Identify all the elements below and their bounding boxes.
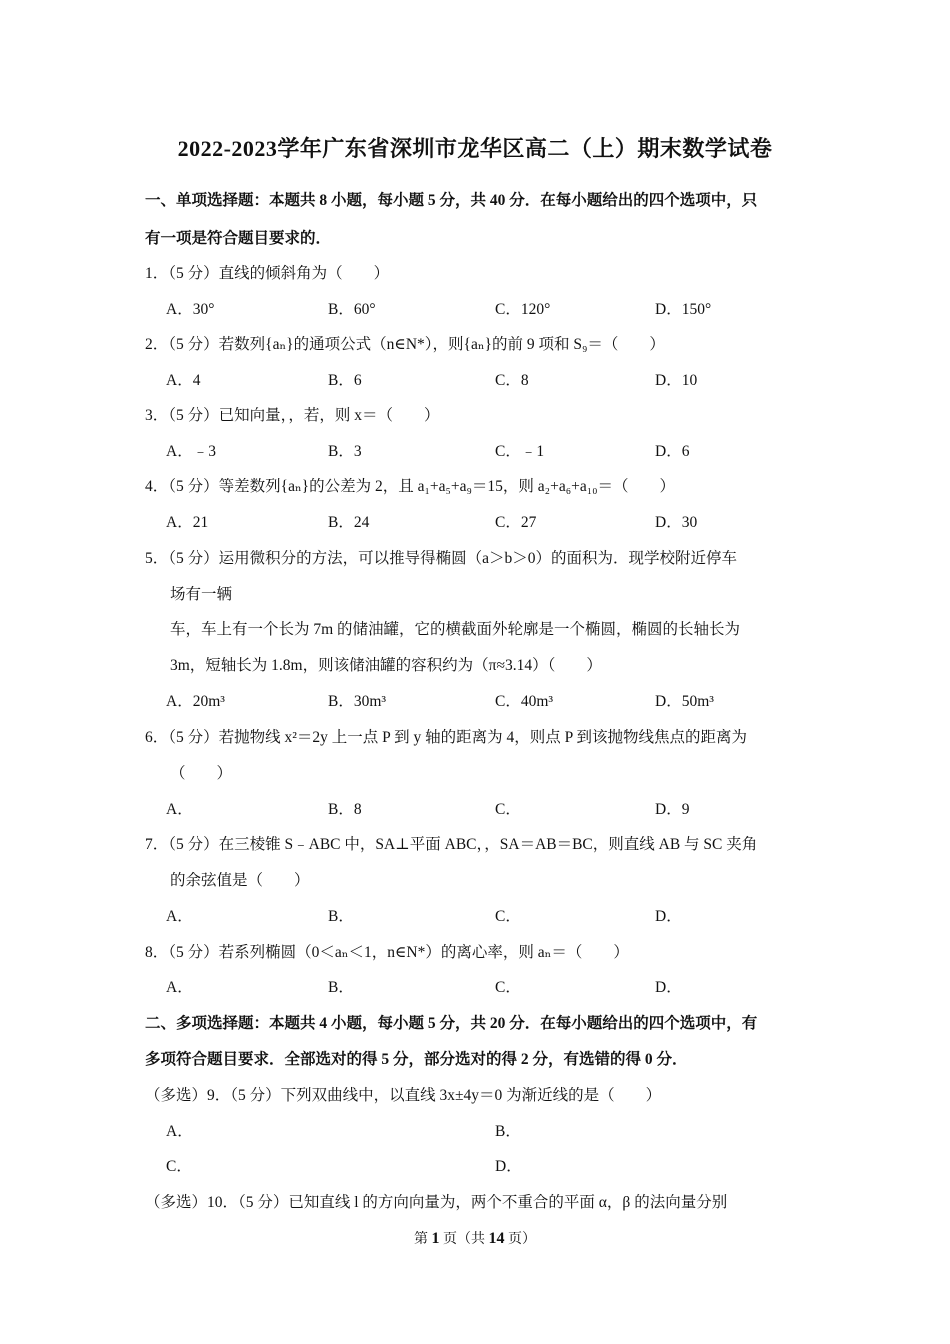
question-5-option-c: C．40m³	[495, 693, 554, 710]
question-3-option-b: B．3	[328, 443, 362, 460]
question-8-stem: 8．（5 分）若系列椭圆（0＜aₙ＜1，n∈N*）的离心率，则 aₙ＝（ ）	[145, 944, 629, 961]
question-7-option-d: D．	[655, 908, 682, 925]
section1-heading-line1: 一、单项选择题：本题共 8 小题，每小题 5 分，共 40 分．在每小题给出的四个选项中，只	[145, 192, 758, 209]
question-2-option-d: D．10	[655, 372, 698, 389]
question-1-stem: 1．（5 分）直线的倾斜角为（ ）	[145, 265, 390, 282]
question-1-option-a: A．30°	[166, 301, 215, 318]
question-8-option-a: A．	[166, 979, 193, 996]
question-8-option-b: B．	[328, 979, 354, 996]
footer-prefix: 第	[414, 1232, 432, 1247]
question-3-option-a: A．﹣3	[166, 443, 216, 460]
question-8-option-c: C．	[495, 979, 521, 996]
question-6-option-c: C．	[495, 801, 521, 818]
question-10-stem: （多选）10．（5 分）已知直线 l 的方向向量为，两个不重合的平面 α，β 的法向量分别	[145, 1194, 728, 1211]
footer-middle: 页（共	[439, 1232, 489, 1247]
footer-page-number: 1	[431, 1230, 440, 1247]
question-4-option-a: A．21	[166, 514, 209, 531]
section2-heading-line1: 二、多项选择题：本题共 4 小题，每小题 5 分，共 20 分．在每小题给出的四个选项中，有	[145, 1015, 758, 1032]
question-9-option-a: A．	[166, 1123, 193, 1140]
question-9-option-b: B．	[495, 1123, 521, 1140]
question-4-option-d: D．30	[655, 514, 698, 531]
question-9-option-c: C．	[166, 1158, 192, 1175]
section2-heading-line2: 多项符合题目要求．全部选对的得 5 分，部分选对的得 2 分，有选错的得 0 分．	[145, 1051, 688, 1068]
question-5-stem-line3: 车，车上有一个长为 7m 的储油罐，它的横截面外轮廓是一个椭圆，椭圆的长轴长为	[170, 621, 741, 638]
question-6-stem-line1: 6．（5 分）若抛物线 x²＝2y 上一点 P 到 y 轴的距离为 4，则点 P 到该抛物线焦点的距离为	[145, 729, 747, 746]
question-7-option-b: B．	[328, 908, 354, 925]
question-5-stem-line1: 5．（5 分）运用微积分的方法，可以推导得椭圆（a＞b＞0）的面积为．现学校附近停车	[145, 550, 738, 567]
question-6-option-b: B．8	[328, 801, 362, 818]
question-3-option-c: C．﹣1	[495, 443, 545, 460]
question-9-stem: （多选）9．（5 分）下列双曲线中，以直线 3x±4y＝0 为渐近线的是（ ）	[145, 1087, 662, 1104]
question-7-option-a: A．	[166, 908, 193, 925]
question-5-stem-line2: 场有一辆	[170, 586, 233, 603]
question-6-option-a: A．	[166, 801, 193, 818]
question-7-stem-line1: 7．（5 分）在三棱锥 S﹣ABC 中，SA⊥平面 ABC，，SA＝AB＝BC，则直线 AB 与 SC 夹角	[145, 836, 758, 853]
question-3-option-d: D．6	[655, 443, 690, 460]
question-5-option-a: A．20m³	[166, 693, 225, 710]
question-7-option-c: C．	[495, 908, 521, 925]
question-5-option-b: B．30m³	[328, 693, 387, 710]
question-1-option-d: D．150°	[655, 301, 712, 318]
question-1-option-c: C．120°	[495, 301, 551, 318]
question-5-stem-line4: 3m，短轴长为 1.8m，则该储油罐的容积约为（π≈3.14）（ ）	[170, 657, 602, 674]
question-3-stem: 3．（5 分）已知向量，，若，则 x＝（ ）	[145, 407, 440, 424]
question-6-option-d: D．9	[655, 801, 690, 818]
footer-suffix: 页）	[504, 1232, 536, 1247]
question-2-stem: 2．（5 分）若数列{aₙ}的通项公式（n∈N*），则{aₙ}的前 9 项和 S₉＝（ ）	[145, 336, 665, 353]
section1-heading-line2: 有一项是符合题目要求的．	[145, 230, 332, 247]
question-5-option-d: D．50m³	[655, 693, 714, 710]
question-1-option-b: B．60°	[328, 301, 376, 318]
question-9-option-d: D．	[495, 1158, 522, 1175]
question-2-option-c: C．8	[495, 372, 529, 389]
question-7-stem-line2: 的余弦值是（ ）	[170, 872, 310, 889]
page-title: 2022-2023学年广东省深圳市龙华区高二（上）期末数学试卷	[177, 136, 773, 161]
question-4-option-b: B．24	[328, 514, 370, 531]
question-2-option-b: B．6	[328, 372, 362, 389]
question-4-option-c: C．27	[495, 514, 537, 531]
page-footer	[0, 1228, 950, 1248]
question-8-option-d: D．	[655, 979, 682, 996]
question-4-stem: 4．（5 分）等差数列{aₙ}的公差为 2，且 a₁+a₅+a₉＝15，则 a₂+a₆+a₁₀＝（ ）	[145, 478, 676, 495]
footer-total-pages: 14	[488, 1230, 505, 1247]
question-6-stem-line2: （ ）	[170, 765, 233, 782]
question-2-option-a: A．4	[166, 372, 201, 389]
